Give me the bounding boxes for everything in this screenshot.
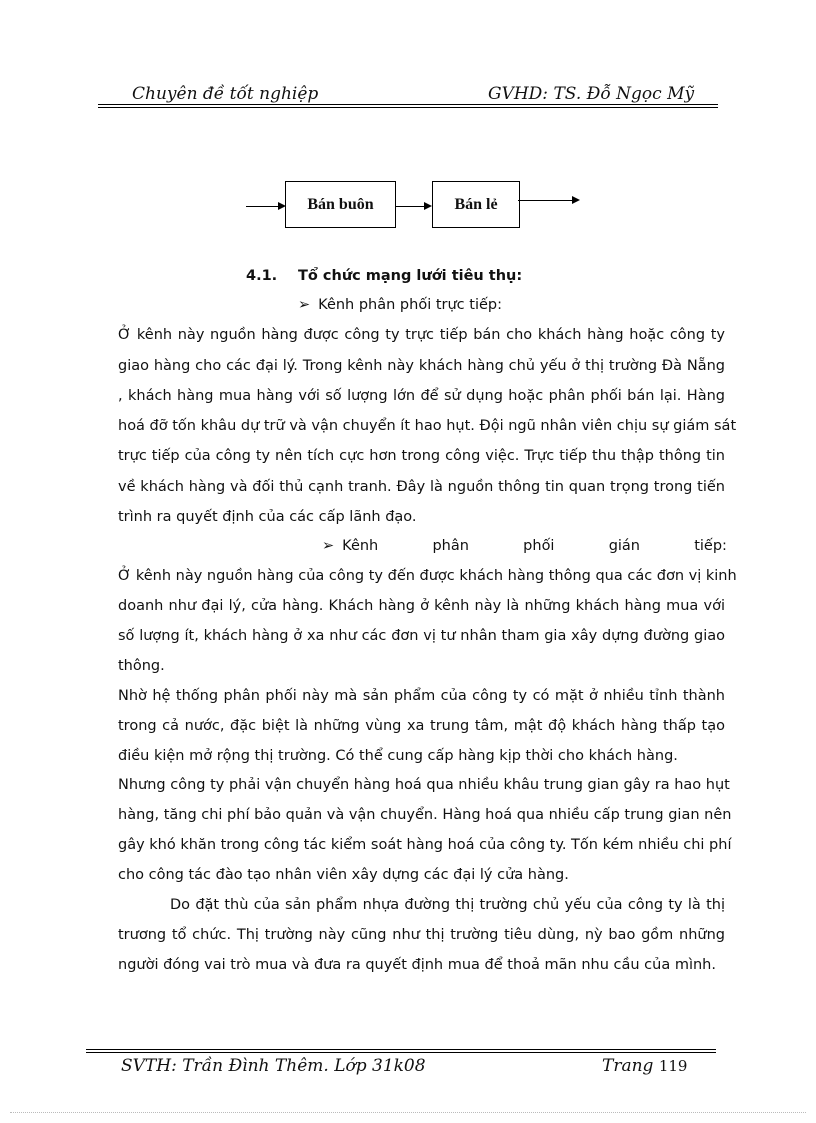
text-line: Nhờ hệ thống phân phối này mà sản phẩm của công ty có mặt ở nhiều tỉnh thành (118, 688, 725, 704)
bullet-word: tiếp: (694, 538, 727, 554)
bullet-indirect-word-1 (322, 538, 378, 554)
text-line: doanh như đại lý, cửa hàng. Khách hàng ở kênh này là những khách hàng mua với (118, 598, 725, 614)
text-line: giao hàng cho các đại lý. Trong kênh này khách hàng chủ yếu ở thị trường Đà Nẵng (118, 358, 725, 374)
arrow-mid-head-icon (424, 202, 432, 210)
bullet-word: phân (432, 538, 469, 554)
bullet-word: phối (523, 538, 555, 554)
text-line: trong cả nước, đặc biệt là những vùng xa trung tâm, mật độ khách hàng thấp tạo (118, 718, 725, 734)
bullet-indirect-channel (322, 538, 727, 554)
text-line: gây khó khăn trong công tác kiểm soát hàng hoá của công ty. Tốn kém nhiều chi phí (118, 837, 732, 853)
arrow-in-line (246, 206, 280, 207)
section-heading (246, 268, 522, 284)
text-line: trình ra quyết định của các cấp lãnh đạo. (118, 509, 417, 525)
footer-page (602, 1056, 687, 1076)
section-number: 4.1. (246, 268, 278, 284)
text-line: số lượng ít, khách hàng ở xa như các đơn vị tư nhân tham gia xây dựng đường giao (118, 628, 725, 644)
footer-rule-top (86, 1049, 716, 1050)
bullet-word: gián (608, 538, 640, 554)
text-line: Ở kênh này nguồn hàng của công ty đến được khách hàng thông qua các đơn vị kinh (118, 568, 737, 584)
header-right-advisor: GVHD: TS. Đỗ Ngọc Mỹ (488, 84, 695, 104)
text-line: trực tiếp của công ty nên tích cực hơn trong công việc. Trực tiếp thu thập thông tin (118, 448, 725, 464)
footer-rule-bottom (86, 1052, 716, 1053)
arrow-bullet-icon: ➢ (322, 538, 335, 554)
text-line: trương tổ chức. Thị trường này cũng như thị trường tiêu dùng, nỳ bao gồm những (118, 927, 725, 943)
text-line: Nhưng công ty phải vận chuyển hàng hoá qua nhiều khâu trung gian gây ra hao hụt (118, 777, 730, 793)
page-label: Trang (602, 1056, 654, 1076)
header-left-title: Chuyên đề tốt nghiệp (132, 84, 319, 104)
bullet-direct-channel (298, 297, 502, 313)
text-line: hàng, tăng chi phí bảo quản và vận chuyển. Hàng hoá qua nhiều cấp trung gian nên (118, 807, 732, 823)
flow-box-wholesale: Bán buôn (285, 181, 396, 228)
arrow-out-head-icon (572, 196, 580, 204)
text-line: , khách hàng mua hàng với số lượng lớn để sử dụng hoặc phân phối bán lại. Hàng (118, 388, 725, 404)
text-line: Ở kênh này nguồn hàng được công ty trực tiếp bán cho khách hàng hoặc công ty (118, 327, 725, 343)
arrow-mid-line (395, 206, 425, 207)
arrow-bullet-icon: ➢ (298, 297, 311, 313)
section-title: Tổ chức mạng lưới tiêu thụ: (298, 268, 523, 284)
flow-box-retail: Bán lẻ (432, 181, 520, 228)
text-line: người đóng vai trò mua và đưa ra quyết định mua để thoả mãn nhu cầu của mình. (118, 957, 716, 973)
page-bottom-border (10, 1112, 806, 1113)
text-line: điều kiện mở rộng thị trường. Có thể cung cấp hàng kịp thời cho khách hàng. (118, 748, 678, 764)
text-line: hoá đỡ tốn khâu dự trữ và vận chuyển ít hao hụt. Đội ngũ nhân viên chịu sự giám sát (118, 418, 737, 434)
bullet-word: Kênh (342, 538, 379, 554)
page-number: 119 (658, 1057, 688, 1075)
arrow-out-line (518, 200, 572, 201)
header-rule-top (98, 104, 718, 105)
bullet-direct-label: Kênh phân phối trực tiếp: (318, 297, 502, 313)
text-line: cho công tác đào tạo nhân viên xây dựng các đại lý cửa hàng. (118, 867, 569, 883)
footer-student: SVTH: Trần Đình Thêm. Lớp 31k08 (121, 1056, 426, 1076)
text-line: Do đặt thù của sản phẩm nhựa đường thị trường chủ yếu của công ty là thị (170, 897, 725, 913)
text-line: thông. (118, 658, 165, 674)
text-line: về khách hàng và đối thủ cạnh tranh. Đây là nguồn thông tin quan trọng trong tiến (118, 479, 725, 495)
header-rule-bottom (98, 107, 718, 108)
